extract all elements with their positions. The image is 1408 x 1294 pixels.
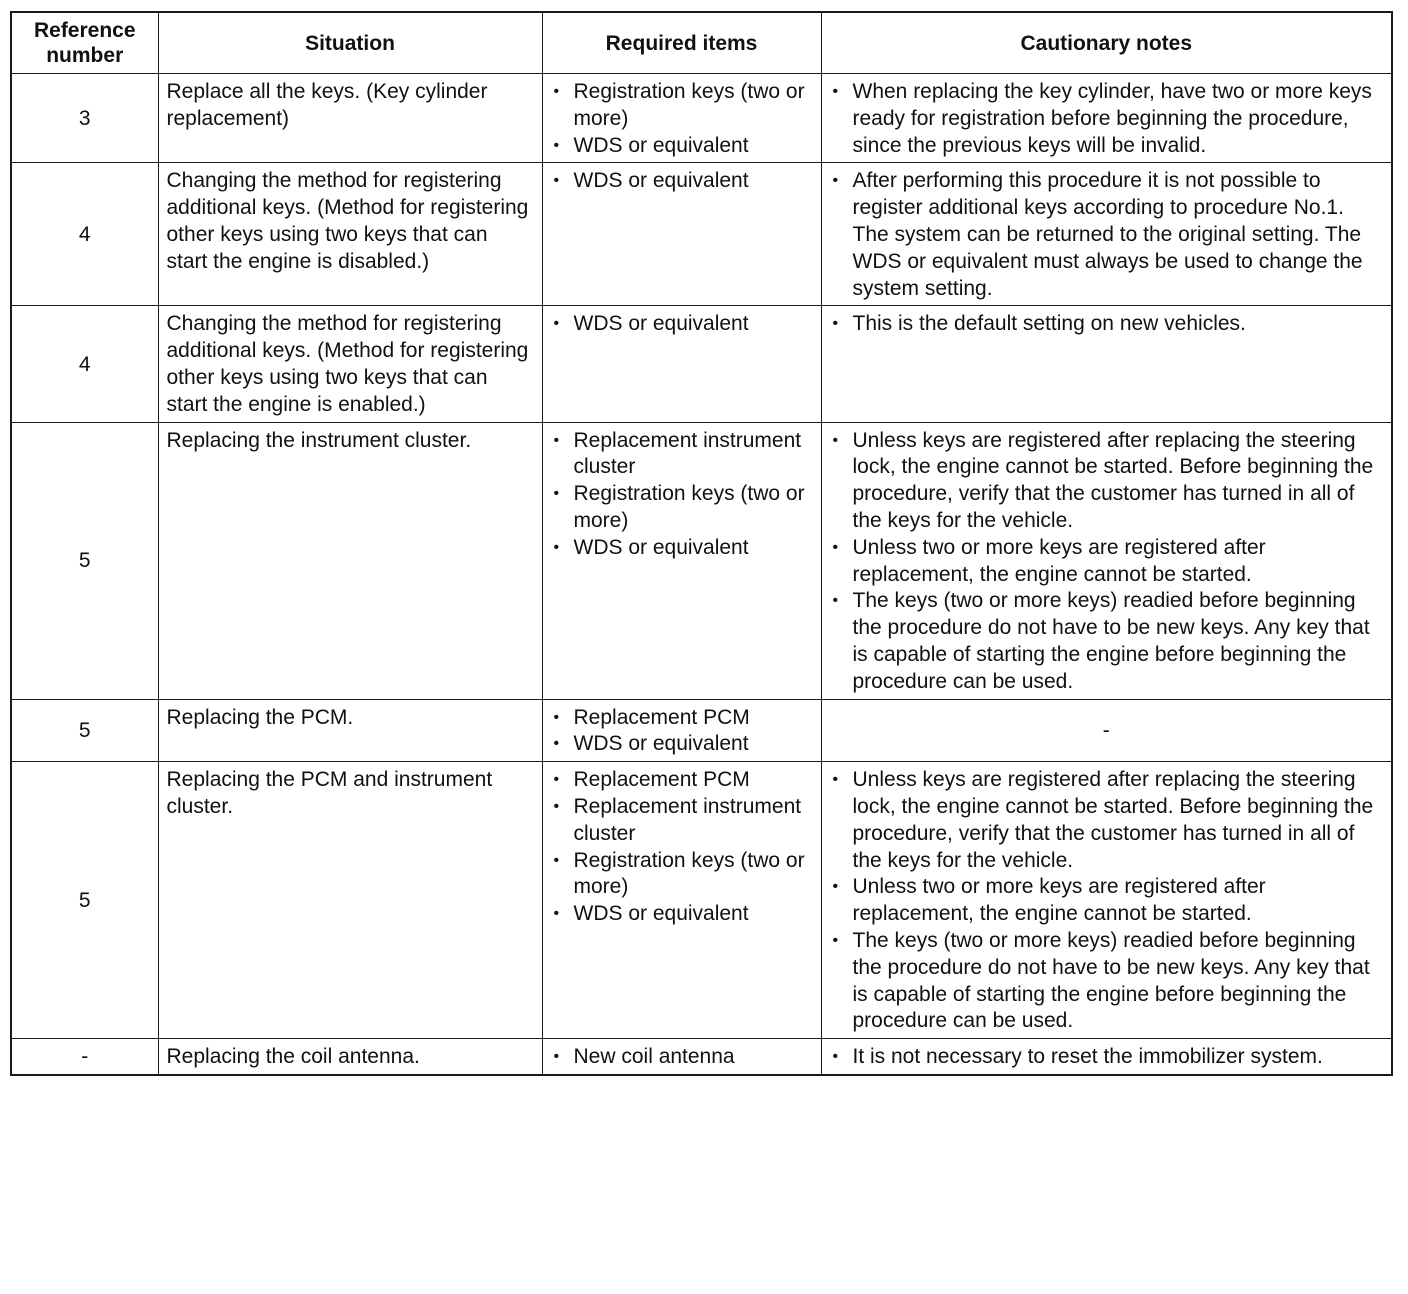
cautionary-notes-cell: [821, 306, 1392, 422]
required-item: • WDS or equivalent: [551, 535, 813, 562]
header-reference-number: Reference number: [11, 12, 158, 74]
cautionary-note: • The keys (two or more keys) readied before beginning the procedure do not have to be new keys. Any key that is capable of starting the engine before beginning the procedure can be used.: [830, 588, 1384, 695]
reference-number-cell: 5: [11, 699, 158, 762]
situation-cell: Replace all the keys. (Key cylinder replacement): [158, 74, 542, 163]
reference-number-cell: 4: [11, 163, 158, 306]
cautionary-note: • It is not necessary to reset the immobilizer system.: [830, 1044, 1384, 1071]
header-cautionary-notes: Cautionary notes: [821, 12, 1392, 74]
cautionary-note: • Unless keys are registered after replacing the steering lock, the engine cannot be started. Before beginning the procedure, verify that the customer has turned in all of the keys for the vehicle.: [830, 428, 1384, 535]
situation-cell: Replacing the coil antenna.: [158, 1039, 542, 1075]
cautionary-notes-cell: [821, 1039, 1392, 1075]
cautionary-note: • After performing this procedure it is not possible to register additional keys according to procedure No.1. The system can be returned to the original setting. The WDS or equivalent must always be used to change the system setting.: [830, 168, 1384, 302]
required-items-cell: [542, 74, 821, 163]
cautionary-note: • This is the default setting on new vehicles.: [830, 311, 1384, 338]
immobilizer-procedure-table: [10, 11, 1393, 1076]
cautionary-note: • Unless two or more keys are registered after replacement, the engine cannot be started.: [830, 535, 1384, 589]
situation-cell: Replacing the PCM and instrument cluster.: [158, 762, 542, 1039]
header-situation: Situation: [158, 12, 542, 74]
required-item: • Replacement instrument cluster: [551, 794, 813, 848]
required-item: • WDS or equivalent: [551, 168, 813, 195]
required-items-cell: [542, 762, 821, 1039]
cautionary-notes-cell: [821, 163, 1392, 306]
required-item: • WDS or equivalent: [551, 731, 813, 758]
cautionary-note: • When replacing the key cylinder, have two or more keys ready for registration before beginning the procedure, since the previous keys will be invalid.: [830, 79, 1384, 159]
situation-cell: Changing the method for registering additional keys. (Method for registering other keys using two keys that can start the engine is disabled.): [158, 163, 542, 306]
table-row: [11, 699, 1392, 762]
required-items-cell: [542, 1039, 821, 1075]
required-item: • WDS or equivalent: [551, 311, 813, 338]
required-item: • Registration keys (two or more): [551, 79, 813, 133]
required-item: • Registration keys (two or more): [551, 481, 813, 535]
cautionary-notes-cell: [821, 74, 1392, 163]
situation-cell: Changing the method for registering additional keys. (Method for registering other keys using two keys that can start the engine is enabled.): [158, 306, 542, 422]
table-row: [11, 306, 1392, 422]
cautionary-notes-cell: [821, 422, 1392, 699]
required-item: • WDS or equivalent: [551, 901, 813, 928]
cautionary-note: • Unless keys are registered after replacing the steering lock, the engine cannot be started. Before beginning the procedure, verify that the customer has turned in all of the keys for the vehicle.: [830, 767, 1384, 874]
required-items-cell: [542, 306, 821, 422]
reference-number-cell: 3: [11, 74, 158, 163]
cautionary-note: • The keys (two or more keys) readied before beginning the procedure do not have to be new keys. Any key that is capable of starting the engine before beginning the procedure can be used.: [830, 928, 1384, 1035]
table-row: [11, 762, 1392, 1039]
reference-number-cell: -: [11, 1039, 158, 1075]
required-items-cell: [542, 163, 821, 306]
required-item: • WDS or equivalent: [551, 133, 813, 160]
reference-number-cell: 5: [11, 762, 158, 1039]
reference-number-cell: 4: [11, 306, 158, 422]
required-item: • Registration keys (two or more): [551, 848, 813, 902]
required-item: • Replacement PCM: [551, 705, 813, 732]
cautionary-notes-cell: -: [821, 699, 1392, 762]
table-row: [11, 1039, 1392, 1075]
cautionary-notes-cell: [821, 762, 1392, 1039]
required-item: • Replacement PCM: [551, 767, 813, 794]
required-item: • New coil antenna: [551, 1044, 813, 1071]
table-row: [11, 163, 1392, 306]
situation-cell: Replacing the instrument cluster.: [158, 422, 542, 699]
reference-number-cell: 5: [11, 422, 158, 699]
table-row: [11, 74, 1392, 163]
situation-cell: Replacing the PCM.: [158, 699, 542, 762]
required-item: • Replacement instrument cluster: [551, 428, 813, 482]
required-items-cell: [542, 422, 821, 699]
header-required-items: Required items: [542, 12, 821, 74]
header-row: [11, 12, 1392, 74]
table-row: [11, 422, 1392, 699]
cautionary-note: • Unless two or more keys are registered after replacement, the engine cannot be started.: [830, 874, 1384, 928]
required-items-cell: [542, 699, 821, 762]
